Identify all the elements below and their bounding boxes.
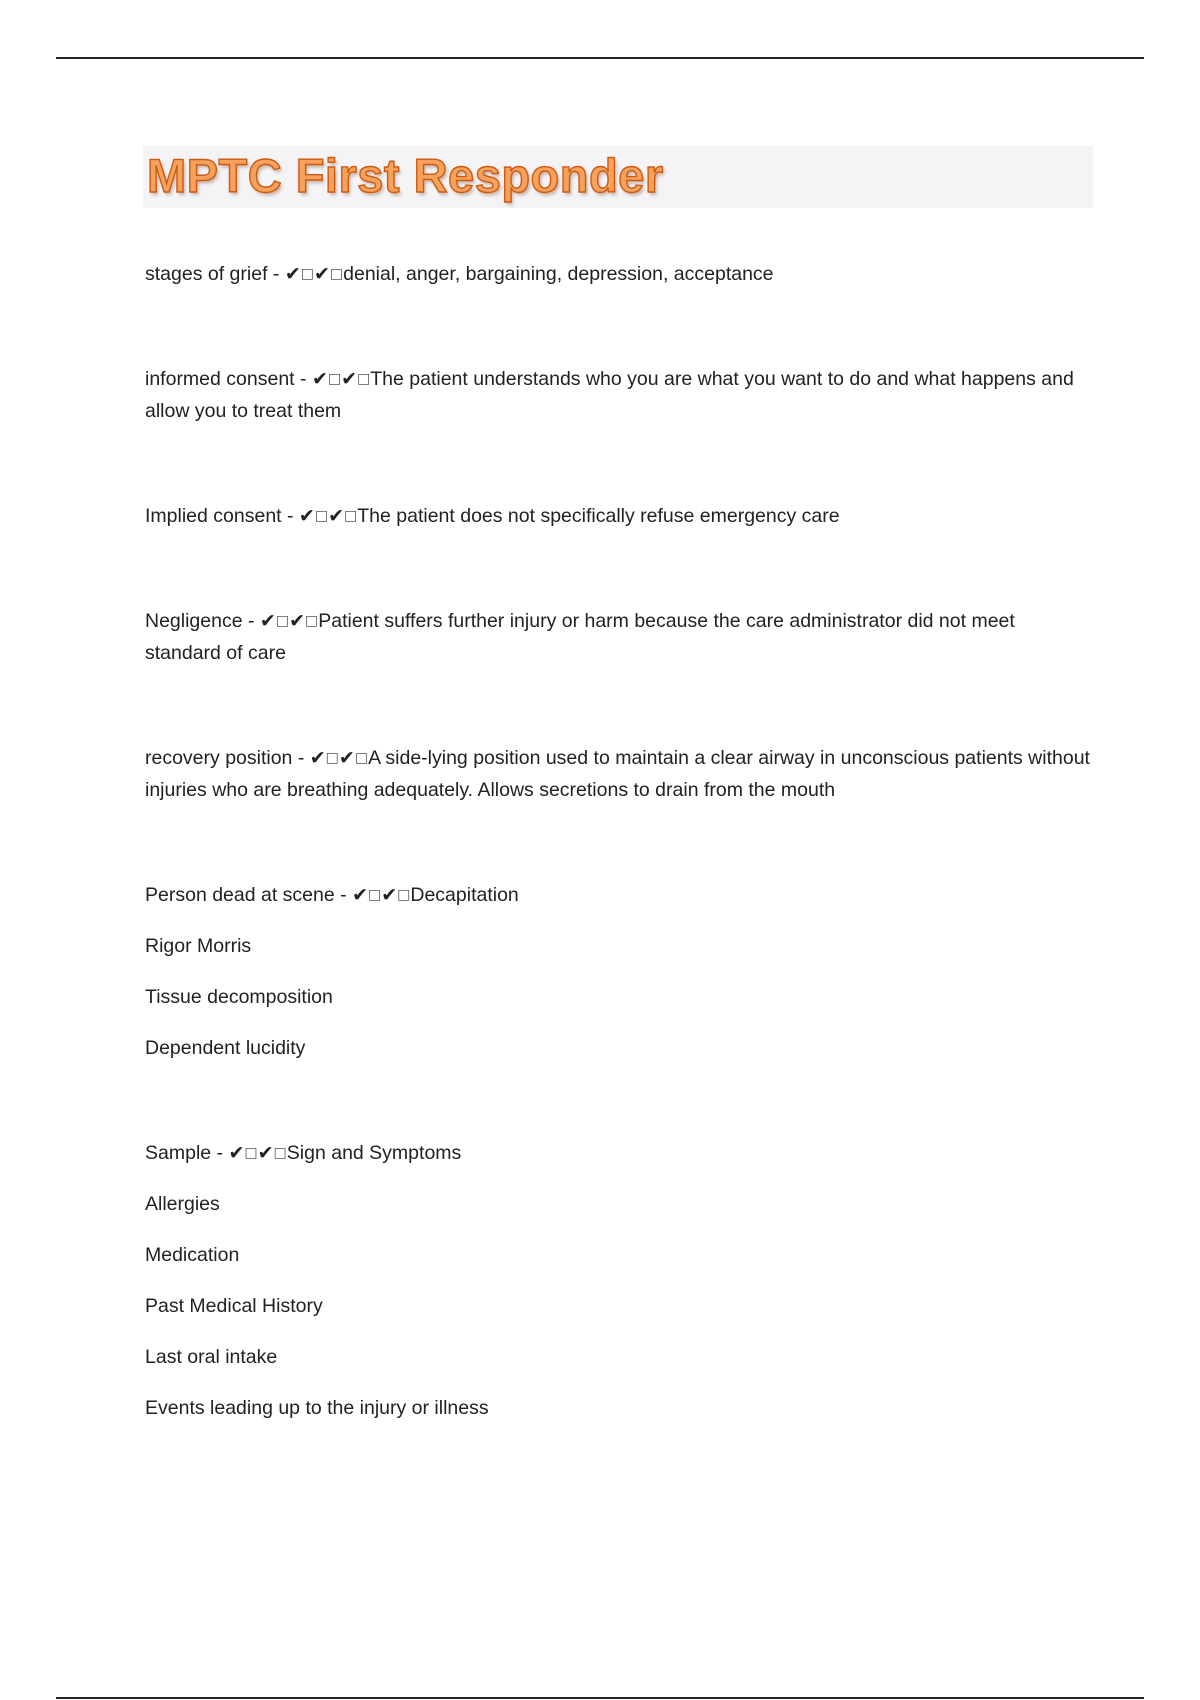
empty-box-icon: □ xyxy=(300,266,314,282)
term-definition-line: stages of grief - ✔□✔□denial, anger, bargaining, depression, acceptance xyxy=(145,263,774,285)
empty-box-icon: □ xyxy=(325,750,339,766)
checkmark-icon: ✔ xyxy=(313,263,330,285)
term: Implied consent xyxy=(145,505,282,527)
definition-item: Dependent lucidity xyxy=(145,1037,306,1059)
definition-item: Allergies xyxy=(145,1193,220,1215)
term: Person dead at scene xyxy=(145,884,335,906)
term: informed consent xyxy=(145,368,295,390)
definition: A side-lying position used to maintain a clear airway in unconscious patients without injuries who are breathing adequately. Allows secretions to drain from the mouth xyxy=(145,747,1090,801)
flashcard-list xyxy=(145,258,1095,1424)
term-definition-line: Negligence - ✔□✔□Patient suffers further injury or harm because the care administrator did not meet standard of care xyxy=(145,610,1015,664)
checkmark-icon: ✔ xyxy=(259,610,276,632)
empty-box-icon: □ xyxy=(367,887,382,903)
term-definition-line: Person dead at scene - ✔□✔□Decapitation xyxy=(145,884,519,906)
empty-box-icon: □ xyxy=(273,1145,287,1161)
definition-item: Medication xyxy=(145,1244,240,1266)
flashcard-entry xyxy=(145,363,1095,427)
empty-box-icon: □ xyxy=(354,750,369,766)
checkmark-icon: ✔ xyxy=(381,884,398,906)
definition-item: Events leading up to the injury or illness xyxy=(145,1397,489,1419)
term: stages of grief xyxy=(145,263,268,285)
checkmark-icon: ✔ xyxy=(309,747,326,769)
checkmark-icon: ✔ xyxy=(338,747,355,769)
term: Sample xyxy=(145,1142,212,1164)
definition: Patient suffers further injury or harm because the care administrator did not meet standard of care xyxy=(145,610,1015,664)
definition: The patient understands who you are what you want to do and what happens and allow you to treat them xyxy=(145,368,1074,422)
empty-box-icon: □ xyxy=(357,371,371,387)
flashcard-entry xyxy=(145,258,1095,290)
document-title: MPTC First Responder xyxy=(147,149,664,202)
definition-item: Rigor Morris xyxy=(145,935,252,957)
definition: Decapitation xyxy=(410,884,519,906)
empty-box-icon: □ xyxy=(329,266,344,282)
definition-item: Tissue decomposition xyxy=(145,986,333,1008)
title-banner xyxy=(143,146,1093,208)
term-definition-line: informed consent - ✔□✔□The patient understands who you are what you want to do and what happens and allow you to treat them xyxy=(145,368,1074,422)
term: recovery position xyxy=(145,747,293,769)
flashcard-entry xyxy=(145,742,1095,806)
checkmark-icon: ✔ xyxy=(298,505,315,527)
checkmark-icon: ✔ xyxy=(341,368,358,390)
flashcard-entry xyxy=(145,500,1095,532)
term-definition-line: recovery position - ✔□✔□A side-lying position used to maintain a clear airway in unconscious patients without injuries who are breathing adequately. Allows secretions to drain from the mouth xyxy=(145,747,1090,801)
footer-rule xyxy=(56,1697,1144,1699)
definition: The patient does not specifically refuse emergency care xyxy=(357,505,840,527)
checkmark-icon: ✔ xyxy=(289,610,305,632)
checkmark-icon: ✔ xyxy=(228,1142,245,1164)
empty-box-icon: □ xyxy=(275,613,290,629)
empty-box-icon: □ xyxy=(305,613,319,629)
checkmark-icon: ✔ xyxy=(284,263,301,285)
definition: Sign and Symptoms xyxy=(286,1142,462,1164)
term: Negligence xyxy=(145,610,243,632)
term-definition-line: Implied consent - ✔□✔□The patient does not specifically refuse emergency care xyxy=(145,505,840,527)
checkmark-icon: ✔ xyxy=(311,368,328,390)
flashcard-entry xyxy=(145,605,1095,669)
header-rule xyxy=(56,57,1144,59)
checkmark-icon: ✔ xyxy=(328,505,344,527)
empty-box-icon: □ xyxy=(314,508,329,524)
empty-box-icon: □ xyxy=(244,1145,258,1161)
term-definition-line: Sample - ✔□✔□Sign and Symptoms xyxy=(145,1142,462,1164)
definition: denial, anger, bargaining, depression, acceptance xyxy=(343,263,774,285)
checkmark-icon: ✔ xyxy=(352,884,368,906)
definition-item: Last oral intake xyxy=(145,1346,278,1368)
flashcard-entry xyxy=(145,1137,1095,1424)
definition-item: Past Medical History xyxy=(145,1295,323,1317)
empty-box-icon: □ xyxy=(397,887,411,903)
checkmark-icon: ✔ xyxy=(257,1142,274,1164)
empty-box-icon: □ xyxy=(344,508,358,524)
empty-box-icon: □ xyxy=(327,371,342,387)
flashcard-entry xyxy=(145,879,1095,1064)
